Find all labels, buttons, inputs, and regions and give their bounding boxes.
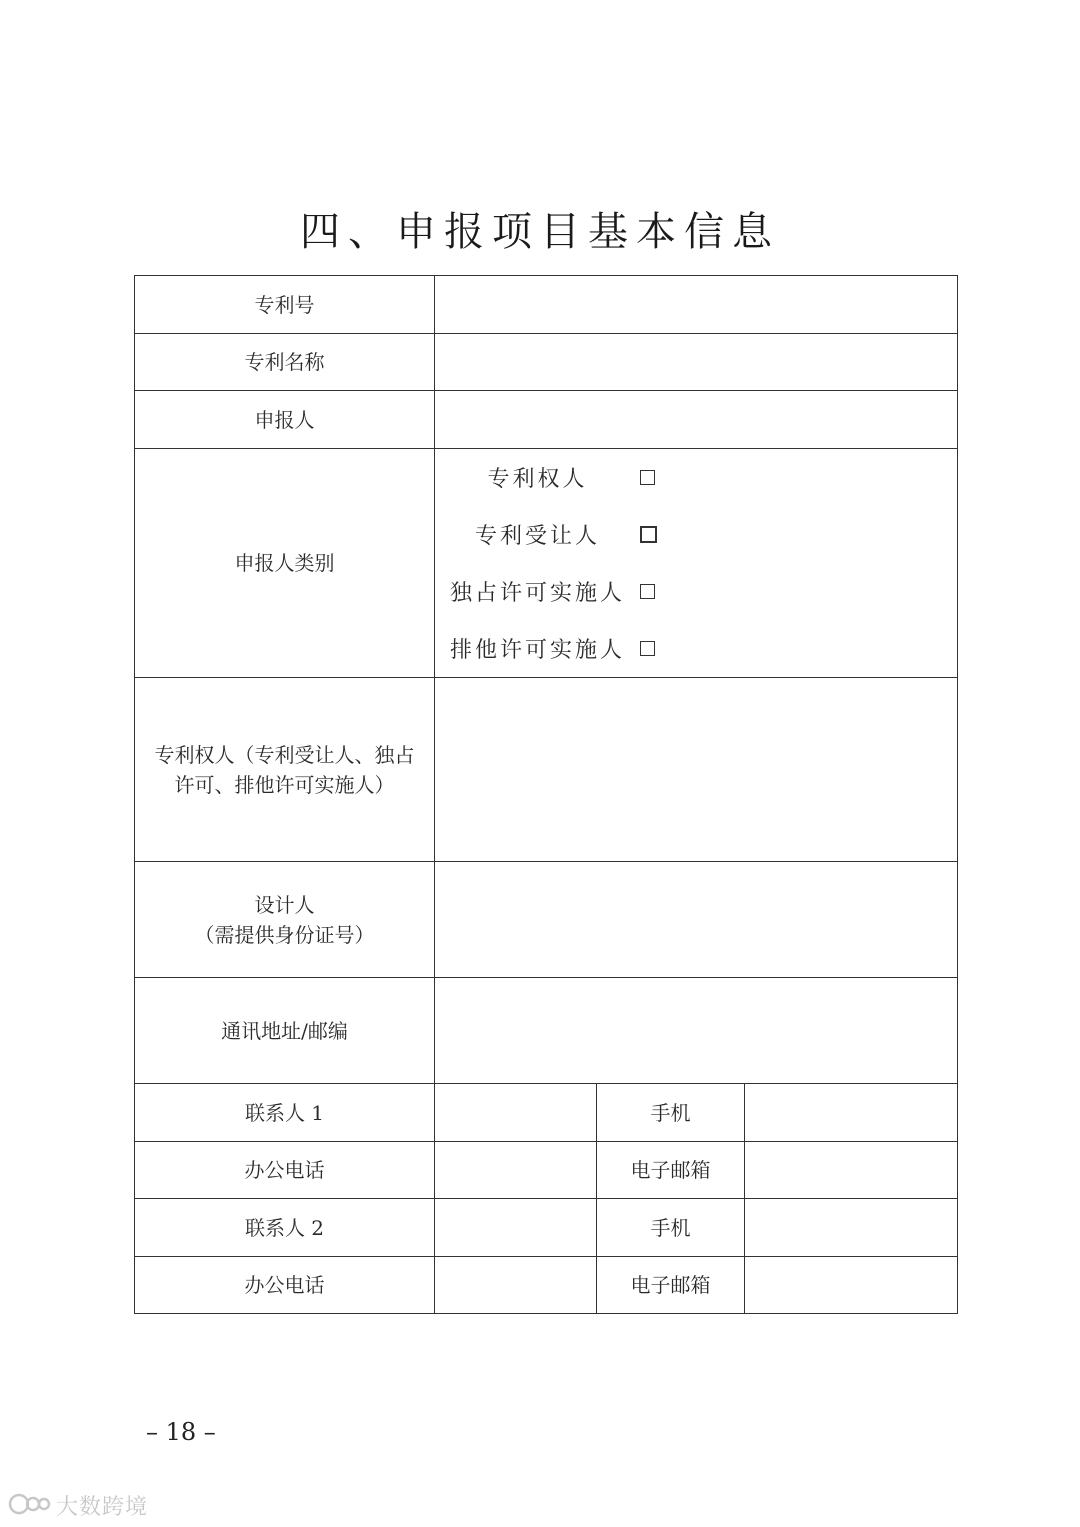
checkbox-icon[interactable] [640,526,657,543]
contact2-field[interactable] [435,1199,597,1257]
option-label: 专利权人 [487,467,588,492]
address-label: 通讯地址/邮编 [135,978,435,1084]
table-row [135,1084,958,1142]
patent-holder-label [135,678,435,862]
designer-label-line: 设计人 [254,892,315,917]
applicant-label: 申报人 [135,391,435,449]
table-row [135,334,958,391]
option-label: 专利受让人 [474,524,600,549]
watermark-logo-icon [8,1491,52,1521]
email1-field[interactable] [745,1142,958,1199]
office-phone1-label: 办公电话 [135,1142,435,1199]
table-row [135,1199,958,1257]
office-phone1-field[interactable] [435,1142,597,1199]
checkbox-icon[interactable] [640,584,655,599]
applicant-type-option[interactable] [435,449,957,506]
page-number: – 18 – [146,1418,216,1446]
email1-label: 电子邮箱 [597,1142,745,1199]
table-row [135,391,958,449]
patent-name-field[interactable] [435,334,958,391]
option-label: 独占许可实施人 [449,581,625,606]
mobile2-field[interactable] [745,1199,958,1257]
table-row [135,1142,958,1199]
applicant-field[interactable] [435,391,958,449]
patent-holder-field[interactable] [435,678,958,862]
table-row [135,862,958,978]
designer-field[interactable] [435,862,958,978]
page-title: 四、申报项目基本信息 [300,209,780,255]
address-field[interactable] [435,978,958,1084]
patent-no-field[interactable] [435,276,958,334]
watermark-text: 大数跨境 [56,1495,149,1520]
contact1-field[interactable] [435,1084,597,1142]
option-label: 排他许可实施人 [449,638,625,663]
patent-name-label: 专利名称 [135,334,435,391]
applicant-type-option[interactable] [435,506,957,563]
office-phone2-label: 办公电话 [135,1257,435,1314]
application-info-table [134,275,958,1314]
email2-field[interactable] [745,1257,958,1314]
office-phone2-field[interactable] [435,1257,597,1314]
designer-label-line: （需提供身份证号） [194,922,375,947]
mobile1-field[interactable] [745,1084,958,1142]
email2-label: 电子邮箱 [597,1257,745,1314]
table-row [135,678,958,862]
table-row [135,449,958,678]
patent-holder-label-line: 许可、排他许可实施人） [174,772,395,797]
mobile1-label: 手机 [597,1084,745,1142]
applicant-type-option[interactable] [435,620,957,677]
checkbox-icon[interactable] [640,470,655,485]
table-row [135,276,958,334]
applicant-type-option[interactable] [435,563,957,620]
applicant-type-label: 申报人类别 [135,449,435,678]
designer-label [135,862,435,978]
patent-no-label: 专利号 [135,276,435,334]
contact1-label: 联系人 1 [135,1084,435,1142]
table-row [135,1257,958,1314]
contact2-label: 联系人 2 [135,1199,435,1257]
patent-holder-label-line: 专利权人（专利受让人、独占 [154,742,415,767]
mobile2-label: 手机 [597,1199,745,1257]
watermark [8,1490,148,1521]
checkbox-icon[interactable] [640,641,655,656]
applicant-type-options [435,449,958,678]
table-row [135,978,958,1084]
